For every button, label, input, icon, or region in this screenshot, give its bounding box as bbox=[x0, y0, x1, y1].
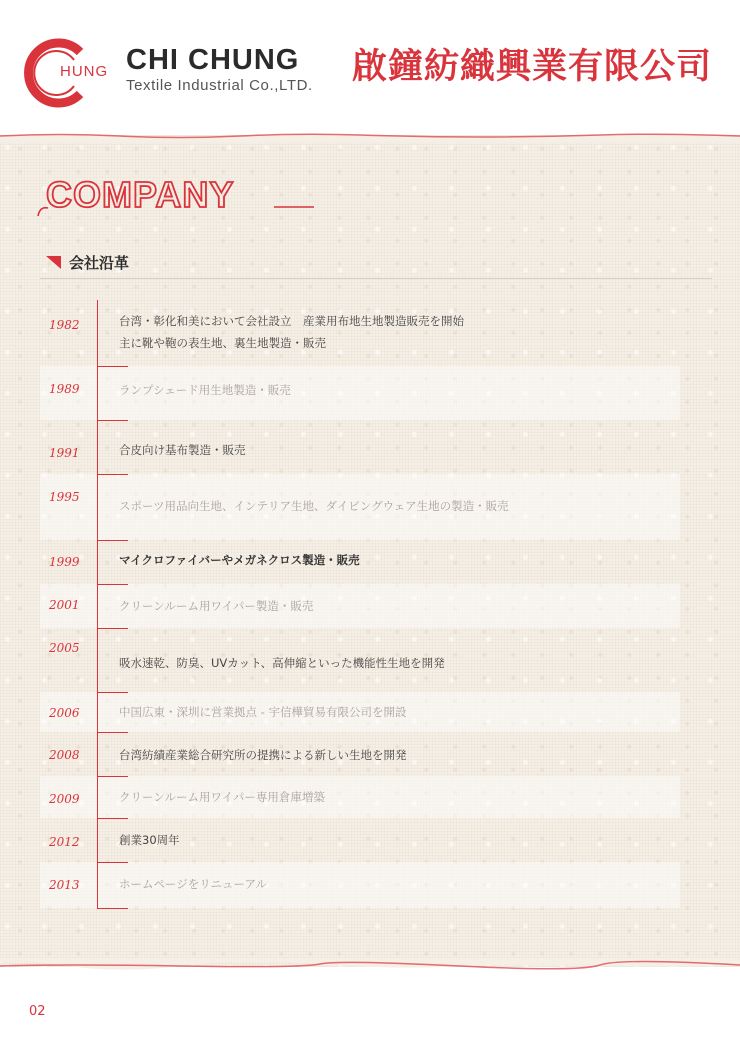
timeline-year: 2008 bbox=[49, 748, 80, 762]
timeline-row bbox=[40, 300, 680, 366]
timeline-event-block bbox=[119, 549, 360, 571]
timeline-tick bbox=[97, 692, 128, 693]
timeline-row bbox=[40, 628, 680, 692]
timeline-event-block bbox=[119, 379, 291, 401]
timeline-row bbox=[40, 862, 680, 908]
timeline-event: 吸水速乾、防臭、UVカット、高伸縮といった機能性生地を開発 bbox=[119, 656, 445, 670]
timeline-event: ホームページをリニューアル bbox=[119, 877, 268, 891]
logo-text: HUNG bbox=[60, 63, 109, 80]
timeline-tick bbox=[97, 420, 128, 421]
timeline-year: 1999 bbox=[49, 555, 80, 569]
timeline-event-block bbox=[119, 744, 407, 766]
timeline-event-block bbox=[119, 829, 180, 851]
timeline-year: 2006 bbox=[49, 706, 80, 720]
timeline-tick bbox=[97, 862, 128, 863]
timeline-year: 2012 bbox=[49, 835, 80, 849]
timeline-event-block bbox=[119, 310, 464, 354]
timeline-year: 2013 bbox=[49, 878, 80, 892]
timeline-tick bbox=[97, 732, 128, 733]
page-number: 02 bbox=[29, 1004, 46, 1019]
timeline-tick bbox=[97, 818, 128, 819]
page-header bbox=[0, 0, 740, 135]
timeline-row bbox=[40, 540, 680, 584]
company-name-en: CHI CHUNG bbox=[126, 44, 300, 76]
timeline-year: 2005 bbox=[49, 641, 80, 655]
timeline-event-block bbox=[119, 495, 509, 517]
company-logo bbox=[22, 38, 109, 106]
timeline-year: 2009 bbox=[49, 792, 80, 806]
section-divider bbox=[40, 278, 712, 279]
company-name-cn: 啟鐘紡織興業有限公司 bbox=[352, 47, 713, 87]
timeline-tick bbox=[97, 474, 128, 475]
torn-edge-bottom bbox=[0, 958, 740, 972]
timeline-event-block bbox=[119, 701, 406, 723]
timeline-event-block bbox=[119, 439, 246, 461]
timeline-event: マイクロファイバーやメガネクロス製造・販売 bbox=[119, 553, 360, 567]
timeline-event-block bbox=[119, 595, 313, 617]
timeline-row bbox=[40, 474, 680, 540]
timeline-row bbox=[40, 692, 680, 732]
timeline-event-block bbox=[119, 873, 267, 895]
timeline-tick bbox=[97, 584, 128, 585]
timeline-row bbox=[40, 776, 680, 818]
timeline-year: 1989 bbox=[49, 382, 80, 396]
timeline-event-block bbox=[119, 786, 325, 808]
timeline-year: 1982 bbox=[49, 318, 80, 332]
company-subtitle-en: Textile Industrial Co.,LTD. bbox=[126, 77, 313, 94]
timeline-event: クリーンルーム用ワイパー製造・販売 bbox=[119, 599, 314, 613]
timeline-tick bbox=[97, 628, 128, 629]
timeline-row bbox=[40, 818, 680, 862]
timeline-row bbox=[40, 420, 680, 474]
timeline-axis bbox=[97, 300, 98, 908]
timeline-tick bbox=[97, 366, 128, 367]
timeline-year: 2001 bbox=[49, 598, 80, 612]
timeline-event: 創業30周年 bbox=[119, 833, 180, 847]
timeline-event: ランプシェード用生地製造・販売 bbox=[119, 383, 291, 397]
timeline-event: 台湾・彰化和美において会社設立 産業用布地生地製造販売を開始 bbox=[119, 314, 464, 328]
timeline-tick bbox=[97, 776, 128, 777]
timeline-event: スポーツ用品向生地、インテリア生地、ダイビングウェア生地の製造・販売 bbox=[119, 499, 509, 513]
section-marker-icon bbox=[46, 256, 61, 269]
timeline-year: 1995 bbox=[49, 490, 80, 504]
timeline-tick bbox=[97, 908, 128, 909]
timeline-event: 台湾紡績産業総合研究所の提携による新しい生地を開発 bbox=[119, 748, 407, 762]
timeline-tick bbox=[97, 540, 128, 541]
timeline-event-detail: 主に靴や鞄の表生地、裏生地製造・販売 bbox=[119, 336, 326, 350]
timeline-year: 1991 bbox=[49, 446, 80, 460]
timeline-row bbox=[40, 584, 680, 628]
timeline-row bbox=[40, 366, 680, 420]
timeline-event-block bbox=[119, 652, 445, 674]
section-title: 会社沿革 bbox=[69, 254, 130, 272]
timeline-event: 中国広東・深圳に営業拠点 - 宇信樺貿易有限公司を開設 bbox=[119, 705, 407, 719]
timeline-event: クリーンルーム用ワイパー専用倉庫増築 bbox=[119, 790, 325, 804]
timeline-event: 合皮向け基布製造・販売 bbox=[119, 443, 246, 457]
timeline-row bbox=[40, 732, 680, 776]
heading-text: COMPANY bbox=[46, 174, 235, 215]
company-heading bbox=[34, 170, 324, 222]
torn-edge-top bbox=[0, 130, 740, 142]
